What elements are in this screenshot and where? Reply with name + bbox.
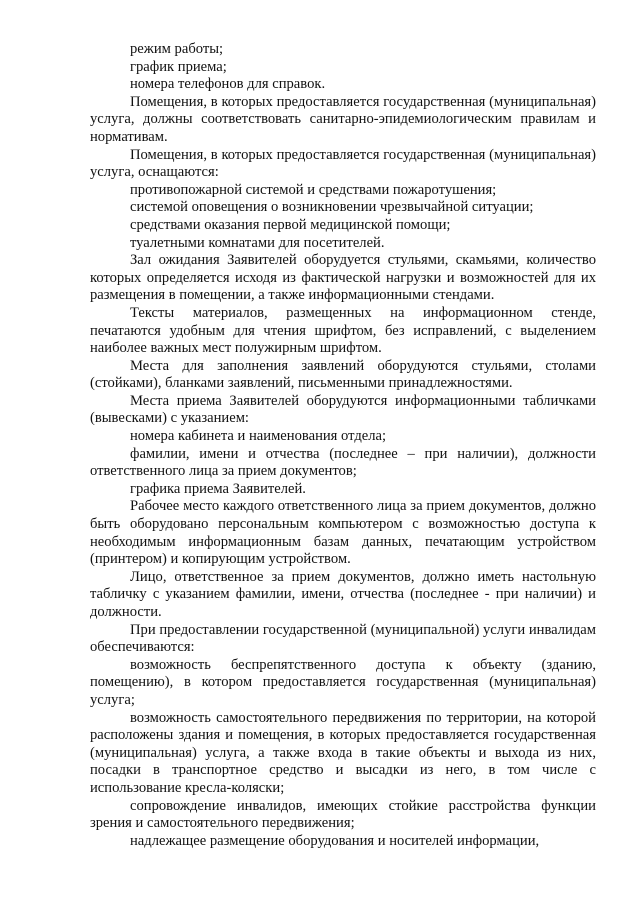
paragraph: Помещения, в которых предоставляется государственная (муниципальная) услуга, должны соответствовать санитарно-эпидемиологическим правилам и нормативам. bbox=[90, 93, 596, 145]
paragraph: Тексты материалов, размещенных на информационном стенде, печатаются удобным для чтения шрифтом, без исправлений, с выделением наиболее важных мест полужирным шрифтом. bbox=[90, 304, 596, 357]
paragraph: туалетными комнатами для посетителей. bbox=[130, 234, 385, 251]
paragraph: фамилии, имени и отчества (последнее – при наличии), должности ответственного лица за прием документов; bbox=[90, 445, 596, 480]
paragraph: график приема; bbox=[130, 58, 227, 75]
paragraph: сопровождение инвалидов, имеющих стойкие расстройства функции зрения и самостоятельного передвижения; bbox=[90, 797, 596, 832]
paragraph: Места приема Заявителей оборудуются информационными табличками (вывесками) с указанием: bbox=[90, 392, 596, 427]
paragraph: Зал ожидания Заявителей оборудуется стульями, скамьями, количество которых определяется исходя из фактической нагрузки и возможностей для их размещения в помещении, а также информационными стендами. bbox=[90, 252, 596, 304]
paragraph: средствами оказания первой медицинской помощи; bbox=[130, 216, 451, 233]
paragraph: системой оповещения о возникновении чрезвычайной ситуации; bbox=[130, 199, 534, 216]
paragraph: возможность беспрепятственного доступа к объекту (зданию, помещению), в котором предоставляется государственная (муниципальная) услуга; bbox=[90, 656, 596, 708]
paragraph: режим работы; bbox=[130, 41, 224, 57]
document-body bbox=[90, 41, 596, 850]
paragraph: надлежащее размещение оборудования и носителей информации, bbox=[130, 832, 540, 849]
paragraph: возможность самостоятельного передвижения по территории, на которой расположены здания и помещения, в которых предоставляется государственная (муниципальная) услуга, а также входа в такие объекты и выхода из них, посадки в транспортное средство и высадки из него, в том числе с использование кресла-коляски; bbox=[90, 709, 596, 796]
paragraph: Места для заполнения заявлений оборудуются стульями, столами (стойками), бланками заявлений, письменными принадлежностями. bbox=[90, 357, 596, 392]
paragraph: графика приема Заявителей. bbox=[130, 480, 306, 497]
paragraph: противопожарной системой и средствами пожаротушения; bbox=[130, 181, 497, 198]
paragraph: Лицо, ответственное за прием документов, должно иметь настольную табличку с указанием фамилии, имени, отчества (последнее - при наличии) и должности. bbox=[90, 568, 596, 620]
paragraph: номера кабинета и наименования отдела; bbox=[130, 428, 387, 445]
paragraph: Помещения, в которых предоставляется государственная (муниципальная) услуга, оснащаются: bbox=[90, 146, 596, 181]
paragraph: При предоставлении государственной (муниципальной) услуги инвалидам обеспечиваются: bbox=[90, 621, 596, 656]
paragraph: Рабочее место каждого ответственного лица за прием документов, должно быть оборудовано персональным компьютером с возможностью доступа к необходимым информационным базам данных, печатающим устройством (принтером) и копирующим устройством. bbox=[90, 498, 596, 568]
paragraph: номера телефонов для справок. bbox=[130, 76, 326, 93]
